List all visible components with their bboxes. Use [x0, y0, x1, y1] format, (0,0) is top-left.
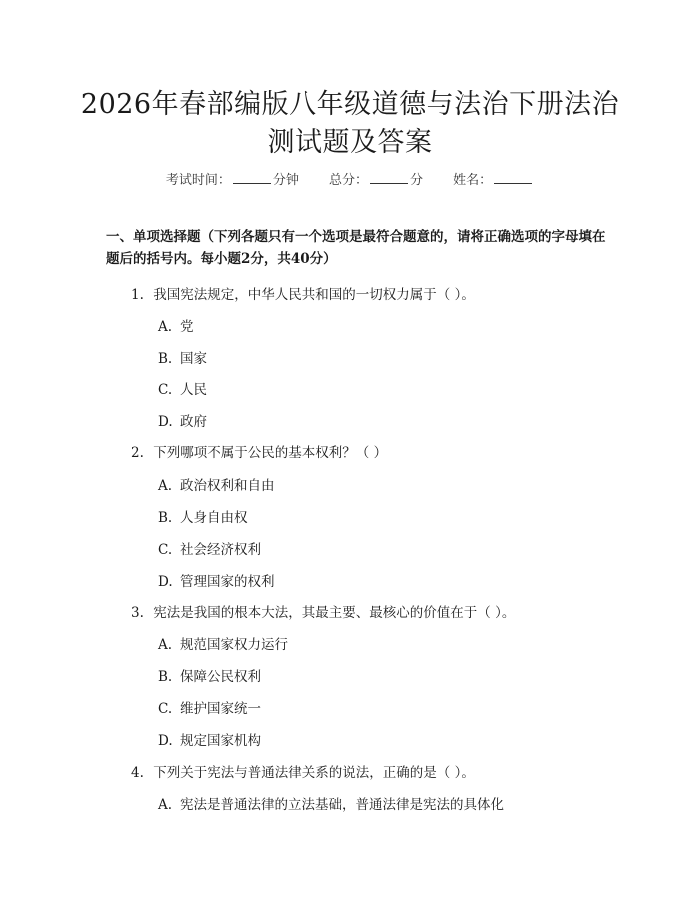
- question-1-option-d: [158, 410, 207, 430]
- question-text: 我国宪法规定，中华人民共和国的一切权力属于（ ）。: [153, 287, 475, 303]
- question-text: 下列关于宪法与普通法律关系的说法，正确的是（ ）。: [153, 765, 475, 781]
- question-3-option-b: [158, 665, 261, 685]
- option-text: 国家: [180, 351, 207, 367]
- option-letter: C.: [158, 382, 173, 398]
- option-letter: A.: [158, 797, 173, 813]
- document-title-line2: 测试题及答案: [267, 127, 433, 158]
- option-letter: A.: [158, 637, 173, 653]
- document-title-line1: 2026年春部编版八年级道德与法治下册法治: [80, 89, 620, 120]
- option-letter: C.: [158, 542, 173, 558]
- name-blank: [494, 171, 532, 184]
- question-2: [131, 441, 387, 461]
- exam-meta: [0, 169, 700, 188]
- exam-time-label: 考试时间：: [165, 173, 231, 188]
- option-letter: D.: [158, 574, 173, 590]
- question-3-option-a: [158, 633, 288, 653]
- question-2-option-b: [158, 506, 248, 526]
- question-number: 2.: [131, 445, 144, 461]
- exam-time-field: [166, 173, 303, 188]
- total-score-unit: 分: [410, 173, 424, 188]
- option-text: 社会经济权利: [180, 542, 261, 558]
- option-text: 管理国家的权利: [180, 574, 275, 590]
- question-1-option-b: [158, 347, 207, 367]
- total-score-label: 总分：: [328, 173, 368, 188]
- option-text: 政府: [180, 414, 207, 430]
- question-number: 3.: [131, 605, 144, 621]
- option-letter: B.: [158, 351, 173, 367]
- total-score-blank: [370, 171, 408, 184]
- name-field: [453, 173, 534, 188]
- option-text: 人民: [180, 382, 207, 398]
- option-letter: B.: [158, 669, 173, 685]
- option-text: 党: [180, 319, 194, 335]
- question-number: 1.: [131, 287, 144, 303]
- option-letter: C.: [158, 701, 173, 717]
- option-text: 保障公民权利: [180, 669, 261, 685]
- question-3-option-d: [158, 729, 261, 749]
- option-text: 规定国家机构: [180, 733, 261, 749]
- question-1-option-c: [158, 378, 207, 398]
- option-text: 维护国家统一: [180, 701, 261, 717]
- question-4-option-a: [158, 793, 504, 813]
- option-text: 宪法是普通法律的立法基础，普通法律是宪法的具体化: [180, 797, 504, 813]
- question-text: 下列哪项不属于公民的基本权利？（ ）: [153, 445, 388, 461]
- option-text: 规范国家权力运行: [180, 637, 288, 653]
- question-number: 4.: [131, 765, 144, 781]
- question-4: [131, 761, 475, 781]
- option-text: 人身自由权: [180, 510, 248, 526]
- exam-time-blank: [233, 171, 271, 184]
- question-2-option-a: [158, 474, 275, 494]
- option-letter: B.: [158, 510, 173, 526]
- name-label: 姓名：: [453, 173, 493, 188]
- question-text: 宪法是我国的根本大法，其最主要、最核心的价值在于（ ）。: [153, 605, 516, 621]
- question-3: [131, 601, 515, 621]
- section-heading-single-choice: 一、单项选择题（下列各题只有一个选项是最符合题意的，请将正确选项的字母填在题后的括号内。每小题2分，共40分）: [106, 229, 606, 267]
- question-1-option-a: [158, 315, 194, 335]
- exam-time-unit: 分钟: [272, 173, 299, 188]
- option-text: 政治权利和自由: [180, 478, 275, 494]
- question-2-option-d: [158, 570, 275, 590]
- question-1: [131, 283, 475, 303]
- option-letter: D.: [158, 733, 173, 749]
- question-3-option-c: [158, 697, 261, 717]
- total-score-field: [329, 173, 427, 188]
- question-2-option-c: [158, 538, 261, 558]
- option-letter: A.: [158, 478, 173, 494]
- option-letter: D.: [158, 414, 173, 430]
- option-letter: A.: [158, 319, 173, 335]
